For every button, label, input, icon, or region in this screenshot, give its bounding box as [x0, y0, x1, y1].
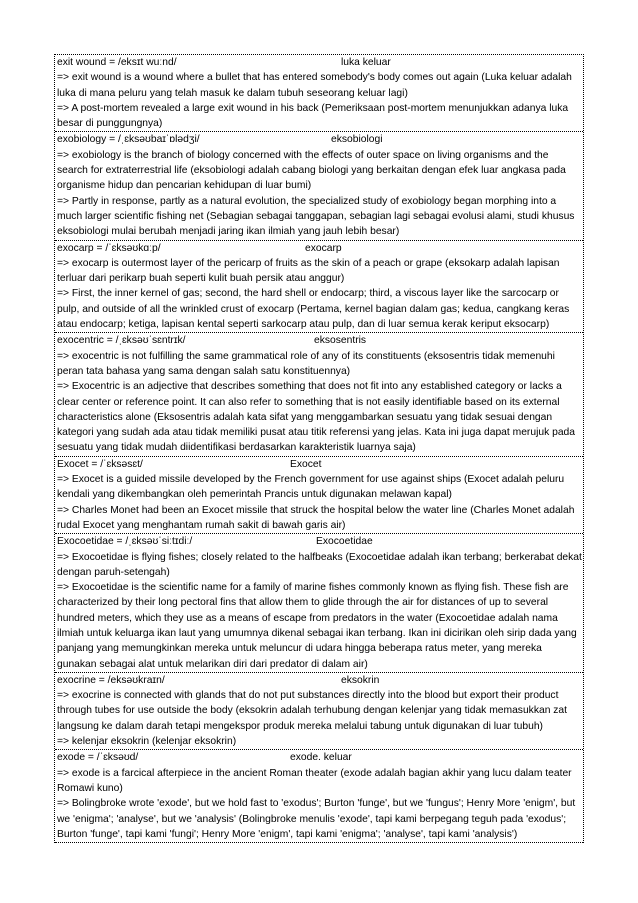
entry-header	[57, 55, 582, 70]
gloss: exode. keluar	[290, 752, 352, 764]
entry-header	[57, 457, 582, 472]
dictionary-entry	[55, 55, 583, 132]
headword: exocarp = /ˈɛksəʊkɑːp/	[57, 242, 161, 254]
example-text: => First, the inner kernel of gas; second, the hard shell or endocarp; third, a viscous layer like the sarcocarp or pulp, and outside of all the wrinkled crust of exocarp (Pertama, kernel bagian dalam gas; kedua, cangkang keras atau endocarp; ketiga, lapisan kental seperti sarkocarp atau pulp, dan di luar semua kerak keriput eksocarp)	[57, 288, 570, 331]
entry-header	[57, 534, 582, 549]
definition-text: => exocrine is connected with glands that do not put substances directly into the blood but export their product through tubes for use outside the body (eksokrin adalah terhubung dengan kelenjar yang tidak memasukkan zat langsung ke dalam darah tetapi mengekspor produk mereka melalui tabung untuk digunakan di luar tubuh)	[57, 690, 568, 732]
entry-header	[57, 241, 582, 256]
entry-header	[57, 132, 582, 147]
dictionary-entry	[55, 534, 583, 673]
headword: Exocet = /ˈɛksəsɛt/	[57, 458, 143, 470]
gloss: Exocoetidae	[316, 536, 373, 548]
definition-text: => exode is a farcical afterpiece in the ancient Roman theater (exode adalah bagian akhir yang lucu dalam teater Romawi kuno)	[57, 767, 572, 794]
definition-text: => exocentric is not fulfilling the same grammatical role of any of its constituents (eksosentris tidak memenuhi peran tata bahasa yang sama dengan salah satu konstituennya)	[57, 350, 555, 377]
entry-header	[57, 333, 582, 348]
headword: exit wound = /eksɪt wuːnd/	[57, 57, 177, 68]
example-text: => Charles Monet had been an Exocet missile that struck the hospital below the water line (Charles Monet adalah rudal Exocet yang menghantam rumah sakit di bawah garis air)	[57, 504, 575, 531]
dictionary-entry	[55, 132, 583, 240]
dictionary-entry	[55, 241, 583, 334]
entry-header	[57, 673, 582, 688]
definition-text: => exocarp is outermost layer of the pericarp of fruits as the skin of a peach or grape (eksokarp adalah lapisan terluar dari perikarp buah seperti kulit buah persik atau anggur)	[57, 257, 560, 285]
definition-text: => exit wound is a wound where a bullet that has entered somebody's body comes out again (Luka keluar adalah luka di mana peluru yang telah masuk ke dalam tubuh seseorang keluar lagi)	[57, 72, 572, 99]
gloss: eksobiologi	[331, 134, 383, 146]
gloss: exocarp	[305, 242, 342, 254]
definition-text: => Exocoetidae is flying fishes; closely related to the halfbeaks (Exocoetidae adalah ikan terbang; berkerabat dekat dengan paruh-setengah)	[57, 551, 582, 578]
headword: exobiology = /ˌɛksəʊbaɪˈɒlədʒi/	[57, 134, 200, 146]
example-text: => kelenjar eksokrin (kelenjar eksokrin)	[57, 736, 237, 748]
gloss: eksokrin	[341, 674, 380, 686]
gloss: Exocet	[290, 458, 322, 470]
example-text: => Partly in response, partly as a natural evolution, the specialized study of exobiology began morphing into a much larger scientific fishing net (Sebagian sebagai tanggapan, sebagian lagi sebagai evolusi alami, studi khusus eksobiologi mulai berubah menjadi jaring ikan ilmiah yang jauh lebih besar)	[57, 195, 575, 238]
dictionary-entry	[55, 673, 583, 750]
dictionary-table	[54, 54, 584, 843]
example-text: => Exocentric is an adjective that describes something that does not fit into any established category or lacks a clear center or reference point. It can also refer to something that is not easily identifiable based on its external characteristics alone (Eksosentris adalah kata sifat yang menggambarkan sesuatu yang tidak sesuai dengan kategori yang sudah ada atau tidak memiliki pusat atau titik referensi yang jelas. Kata ini juga dapat merujuk pada sesuatu yang tidak mudah diidentifikasi berdasarkan karakteristik luarnya saja)	[57, 381, 576, 454]
headword: exode = /ˈɛksəʊd/	[57, 752, 139, 764]
dictionary-entry	[55, 750, 583, 843]
definition-text: => exobiology is the branch of biology concerned with the effects of outer space on living organisms and the search for extraterrestrial life (eksobiologi adalah cabang biologi yang berkaitan dengan efek luar angkasa pada organisme hidup dan pencarian kehidupan di luar bumi)	[57, 149, 566, 192]
headword: exocentric = /ˌɛksəʊˈsɛntrɪk/	[57, 335, 186, 347]
gloss: luka keluar	[341, 57, 391, 68]
dictionary-entry	[55, 457, 583, 534]
example-text: => A post-mortem revealed a large exit wound in his back (Pemeriksaan post-mortem menunjukkan adanya luka besar di punggungnya)	[57, 102, 569, 130]
headword: Exocoetidae = /ˌɛksəʊˈsiːtɪdiː/	[57, 536, 193, 548]
dictionary-entry	[55, 333, 583, 456]
example-text: => Bolingbroke wrote 'exode', but we hold fast to 'exodus'; Burton 'funge', but we 'fungus'; Henry More 'enigm', but we 'enigma'; 'analyse', but we 'analysis' (Bolingbroke menulis 'exode', tapi kami berpegang teguh pada 'exodus'; Burton 'funge', tapi kami 'fungi'; Henry More 'enigm', tapi kami 'enigma'; 'analyse', tapi kami 'analysis')	[57, 798, 576, 840]
example-text: => Exocoetidae is the scientific name for a family of marine fishes commonly known as flying fish. These fish are characterized by their long pectoral fins that allow them to glide through the air for distances of up to several hundred meters, which they use as a means of escape from predators in the water (Exocoetidae adalah nama ilmiah untuk keluarga ikan laut yang umumnya dikenal sebagai ikan terbang. Ikan ini dicirikan oleh sirip dada yang panjang yang memungkinkan mereka untuk meluncur di udara hingga beberapa ratus meter, yang mereka gunakan sebagai alat untuk melarikan diri dari predator di dalam air)	[57, 582, 577, 670]
definition-text: => Exocet is a guided missile developed by the French government for use against ships (Exocet adalah peluru kendali yang dikembangkan oleh pemerintah Prancis untuk digunakan melawan kapal)	[57, 474, 565, 501]
headword: exocrine = /eksəʊkraɪn/	[57, 674, 165, 686]
entry-header	[57, 750, 582, 765]
gloss: eksosentris	[314, 335, 367, 347]
